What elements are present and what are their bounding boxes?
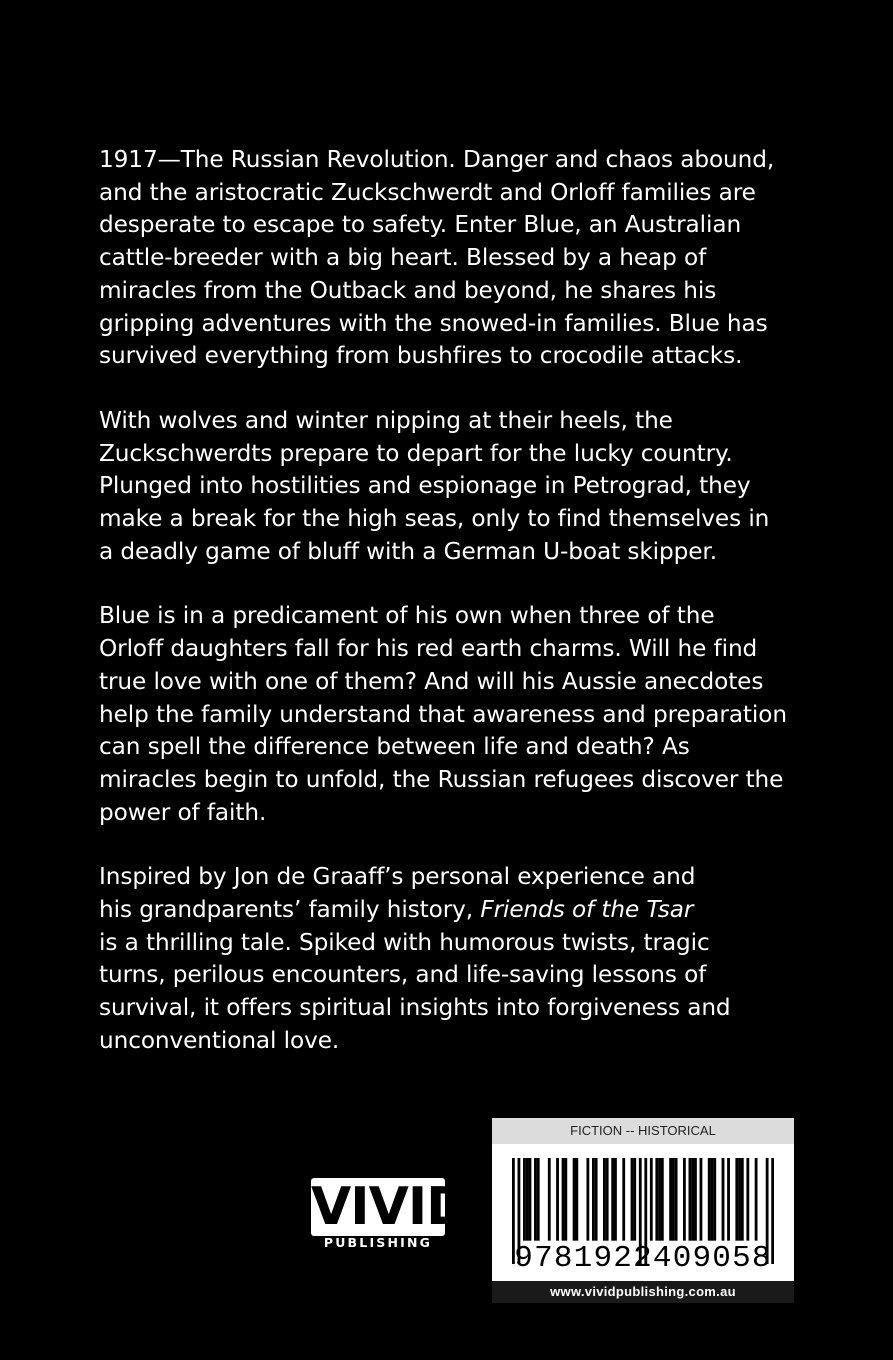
barcode-bar xyxy=(564,1158,567,1241)
barcode-bar xyxy=(655,1158,658,1241)
blurb-paragraph-4 xyxy=(99,861,819,1057)
blurb-line: With wolves and winter nipping at their heels, the xyxy=(99,406,673,434)
barcode-bar xyxy=(556,1158,559,1241)
blurb-line: 1917—The Russian Revolution. Danger and chaos abound, xyxy=(99,146,775,173)
barcode-bar xyxy=(738,1158,741,1241)
barcode-bar xyxy=(755,1158,758,1241)
blurb-line: help the family understand that awareness and preparation xyxy=(99,700,787,728)
barcode-bar xyxy=(722,1158,725,1241)
barcode-bar xyxy=(595,1158,598,1241)
barcode-bar xyxy=(700,1158,703,1241)
publisher-logo-wordmark: VIVID xyxy=(311,1177,469,1237)
barcode-bar xyxy=(611,1158,614,1241)
isbn-number: 9781922409058 xyxy=(514,1241,772,1276)
book-blurb xyxy=(99,144,819,1090)
blurb-line: miracles begin to unfold, the Russian refugees discover the xyxy=(99,765,784,793)
blurb-line: survival, it offers spiritual insights into forgiveness and xyxy=(99,994,731,1022)
blurb-line: make a break for the high seas, only to find themselves in xyxy=(99,505,770,533)
blurb-line xyxy=(99,894,819,927)
blurb-line: can spell the difference between life and death? As xyxy=(99,733,690,761)
barcode-bar xyxy=(661,1158,664,1241)
barcode-bar xyxy=(650,1158,653,1241)
blurb-line: Zuckschwerdts prepare to depart for the lucky country. xyxy=(99,439,733,467)
blurb-line: desperate to escape to safety. Enter Blue, an Australian xyxy=(99,211,742,239)
barcode-bar xyxy=(562,1158,565,1241)
blurb-line: a deadly game of bluff with a German U-boat skipper. xyxy=(99,537,717,565)
barcode-bar xyxy=(711,1158,714,1241)
barcode-bar xyxy=(631,1158,634,1241)
barcode-bar xyxy=(713,1158,716,1241)
blurb-line: cattle-breeder with a big heart. Blessed by a heap of xyxy=(99,244,707,272)
blurb-paragraph-1 xyxy=(99,144,819,373)
barcode-bar xyxy=(658,1158,661,1241)
barcode-bar xyxy=(683,1158,686,1241)
barcode-bar xyxy=(592,1158,595,1241)
barcode-bar xyxy=(586,1158,589,1241)
blurb-text: his grandparents’ family history, xyxy=(99,896,481,924)
blurb-line: true love with one of them? And will his Aussie anecdotes xyxy=(99,667,764,695)
barcode-bar xyxy=(675,1158,678,1241)
publisher-website: www.vividpublishing.com.au xyxy=(492,1281,794,1303)
barcode-bar xyxy=(622,1158,625,1241)
book-title: Friends of the Tsar xyxy=(480,896,694,924)
blurb-line: Blue is in a predicament of his own when three of the xyxy=(99,602,715,630)
barcode-bar xyxy=(691,1158,694,1241)
blurb-line: miracles from the Outback and beyond, he shares his xyxy=(99,276,717,304)
barcode-bar xyxy=(633,1158,636,1241)
blurb-paragraph-2 xyxy=(99,405,819,569)
blurb-paragraph-3 xyxy=(99,600,819,829)
barcode-bar xyxy=(523,1158,526,1241)
barcode-bar xyxy=(534,1158,537,1241)
blurb-line: Inspired by Jon de Graaff’s personal experience and xyxy=(99,863,696,891)
blurb-line: unconventional love. xyxy=(99,1026,340,1054)
barcode-bar xyxy=(548,1158,551,1241)
barcode-bar xyxy=(669,1158,672,1241)
barcode-bar xyxy=(614,1158,617,1241)
blurb-line: power of faith. xyxy=(99,798,267,826)
barcode-bar xyxy=(694,1158,697,1241)
barcode-bar xyxy=(727,1158,730,1241)
barcode-bar xyxy=(708,1158,711,1241)
barcode-bar xyxy=(606,1158,609,1241)
barcode-bar xyxy=(741,1158,744,1241)
blurb-line: Plunged into hostilities and espionage in Petrograd, they xyxy=(99,472,751,500)
barcode-bar xyxy=(537,1158,540,1241)
barcode-bar xyxy=(526,1158,529,1241)
barcode-bar xyxy=(529,1158,532,1241)
blurb-line: gripping adventures with the snowed-in families. Blue has xyxy=(99,309,768,337)
blurb-line: is a thrilling tale. Spiked with humorous twists, tragic xyxy=(99,928,710,956)
barcode-bar xyxy=(573,1158,576,1241)
isbn-barcode-panel xyxy=(492,1118,794,1303)
genre-category-label: FICTION -- HISTORICAL xyxy=(492,1118,794,1144)
barcode-bar xyxy=(735,1158,738,1241)
publisher-logo-subtitle: PUBLISHING xyxy=(323,1235,433,1250)
barcode-bar xyxy=(746,1158,749,1241)
blurb-line: and the aristocratic Zuckschwerdt and Orloff families are xyxy=(99,178,756,206)
publisher-logo xyxy=(311,1177,469,1250)
blurb-line: Orloff daughters fall for his red earth charms. Will he find xyxy=(99,635,758,663)
barcode-bar xyxy=(575,1158,578,1241)
barcode-bar xyxy=(689,1158,692,1241)
blurb-line: turns, perilous encounters, and life-saving lessons of xyxy=(99,961,707,989)
barcode-bar xyxy=(672,1158,675,1241)
barcode-bar xyxy=(603,1158,606,1241)
blurb-line: survived everything from bushfires to crocodile attacks. xyxy=(99,342,743,370)
